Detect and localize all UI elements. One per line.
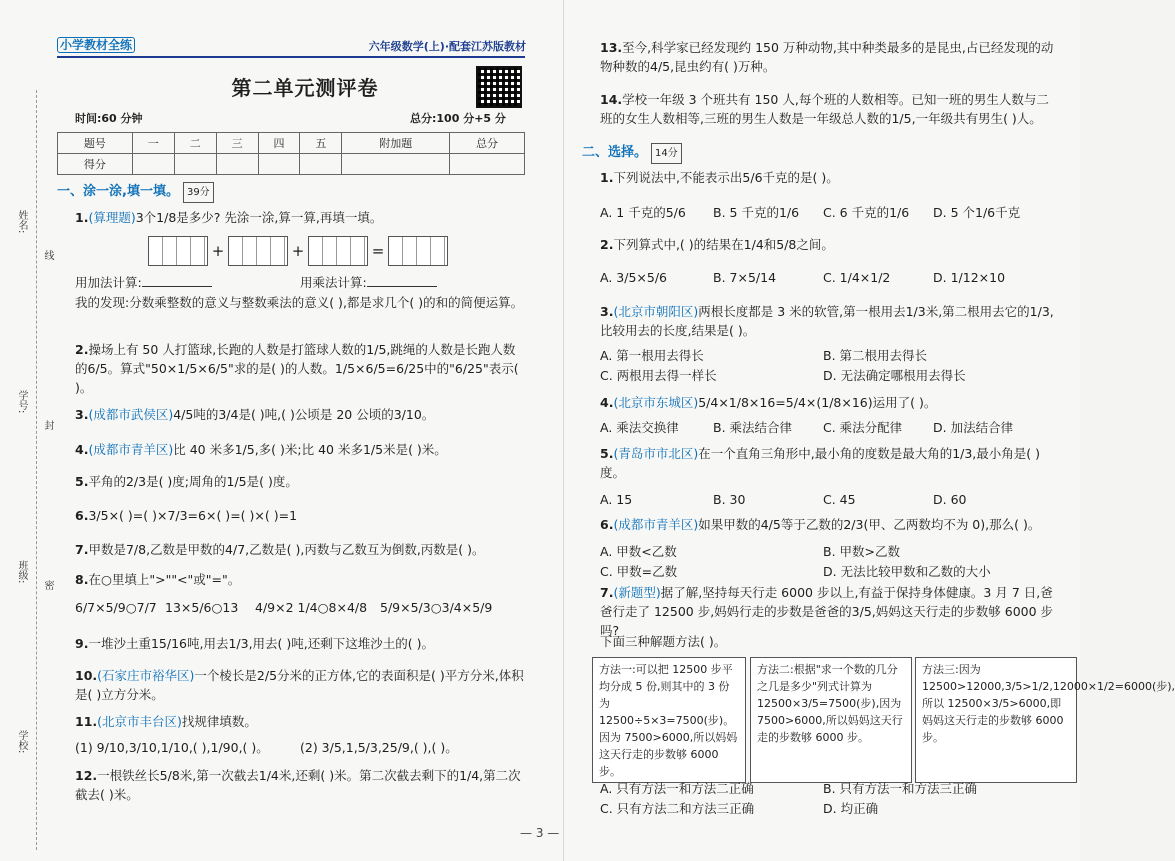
- table-cell: 题号: [58, 133, 133, 154]
- section-1-title: 一、涂一涂,填一填。 39分: [57, 182, 214, 203]
- question-4: 4.(成都市青羊区)比 40 米多1/5,多( )米;比 40 米多1/5米是( )米。: [75, 442, 447, 457]
- option[interactable]: B. 乘法结合律: [713, 420, 793, 435]
- binding-strip: [8, 90, 53, 850]
- header-rule: [57, 56, 525, 58]
- method-3-box: 方法三:因为 12500>12000,3/5>1/2,12000×1/2=6000(步),所以 12500×3/5>6000,即妈妈这天行走的步数够 6000 步。: [915, 657, 1077, 783]
- compare-item[interactable]: 4/9×2 1/4○8×4/8: [255, 600, 368, 615]
- score-cell[interactable]: [450, 154, 525, 175]
- cut-line: [36, 90, 37, 850]
- score-cell[interactable]: [342, 154, 450, 175]
- answer-blank[interactable]: [142, 286, 212, 287]
- option[interactable]: D. 无法比较甲数和乙数的大小: [823, 564, 991, 579]
- option[interactable]: B. 第二根用去得长: [823, 348, 928, 363]
- method-1-box: 方法一:可以把 12500 步平均分成 5 份,则其中的 3 份为 12500÷5×3=7500(步)。因为 7500>6000,所以妈妈这天行走的步数够 6000 步。: [592, 657, 746, 783]
- line-label: 线: [42, 250, 53, 260]
- option[interactable]: D. 均正确: [823, 801, 879, 816]
- option[interactable]: A. 乘法交换律: [600, 420, 679, 435]
- score-cell[interactable]: [258, 154, 300, 175]
- compare-item[interactable]: 5/9×5/3○3/4×5/9: [380, 600, 493, 615]
- add-calc-label: 用加法计算:: [75, 273, 212, 292]
- option[interactable]: C. 6 千克的1/6: [823, 205, 910, 220]
- option[interactable]: A. 1 千克的5/6: [600, 205, 686, 220]
- score-cell[interactable]: [132, 154, 174, 175]
- option[interactable]: C. 甲数=乙数: [600, 564, 678, 579]
- question-11: 11.(北京市丰台区)找规律填数。: [75, 714, 257, 729]
- table-cell: 得分: [58, 154, 133, 175]
- page-fold: [563, 0, 564, 861]
- option[interactable]: D. 加法结合律: [933, 420, 1014, 435]
- option[interactable]: A. 第一根用去得长: [600, 348, 704, 363]
- option[interactable]: B. 甲数>乙数: [823, 544, 900, 559]
- shading-bars[interactable]: + + =: [148, 236, 448, 266]
- option[interactable]: C. 乘法分配律: [823, 420, 903, 435]
- question-2: 2.操场上有 50 人打篮球,长跑的人数是打篮球人数的1/5,跳绳的人数是长跑人数的6/5。算式"50×1/5×6/5"求的是( )的人数。1/5×6/5=6/25中的"6/25"表示( )。: [75, 342, 519, 395]
- score-cell[interactable]: [216, 154, 258, 175]
- question-5: 5.平角的2/3是( )度;周角的1/5是( )度。: [75, 474, 298, 489]
- methods-question: 下面三种解题方法( )。: [600, 634, 727, 649]
- table-cell: 三: [216, 133, 258, 154]
- choice-3: 3.(北京市朝阳区)两根长度都是 3 米的软管,第一根用去1/3米,第二根用去它的1/3,比较用去的长度,结果是( )。: [600, 304, 1054, 338]
- choice-2: 2.下列算式中,( )的结果在1/4和5/8之间。: [600, 237, 834, 252]
- option[interactable]: D. 无法确定哪根用去得长: [823, 368, 966, 383]
- section-score-badge: 39分: [183, 182, 214, 203]
- option[interactable]: A. 甲数<乙数: [600, 544, 677, 559]
- name-label: 姓名:: [16, 210, 27, 234]
- method-2-box: 方法二:根据"求一个数的几分之几是多少"列式计算为 12500×3/5=7500(步),因为 7500>6000,所以妈妈这天行走的步数够 6000 步。: [750, 657, 912, 783]
- question-14: 14.学校一年级 3 个班共有 150 人,每个班的人数相等。已知一班的男生人数与二班的女生人数相等,三班的男生人数是一年级总人数的1/5,一年级共有男生( )人。: [600, 92, 1049, 126]
- pattern-b: (2) 3/5,1,5/3,25/9,( ),( )。: [300, 740, 458, 755]
- option[interactable]: B. 7×5/14: [713, 270, 777, 285]
- option[interactable]: B. 5 千克的1/6: [713, 205, 800, 220]
- compare-item[interactable]: 13×5/6○13: [165, 600, 239, 615]
- answer-blank[interactable]: [367, 286, 437, 287]
- option[interactable]: A. 3/5×5/6: [600, 270, 667, 285]
- page-number: — 3 —: [520, 826, 560, 840]
- question-13: 13.至今,科学家已经发现约 150 万种动物,其中种类最多的是昆虫,占已经发现的动物种数的4/5,昆虫约有( )万种。: [600, 40, 1054, 74]
- option[interactable]: C. 1/4×1/2: [823, 270, 891, 285]
- table-cell: 二: [174, 133, 216, 154]
- section-2-title: 二、选择。 14分: [582, 143, 682, 164]
- table-cell: 总分: [450, 133, 525, 154]
- question-1: 1.(算理题)3个1/8是多少? 先涂一涂,算一算,再填一填。: [75, 210, 383, 225]
- question-6: 6.3/5×( )=( )×7/3=6×( )=( )×( )=1: [75, 508, 298, 523]
- compare-item[interactable]: 6/7×5/9○7/7: [75, 600, 157, 615]
- choice-4: 4.(北京市东城区)5/4×1/8×16=5/4×(1/8×16)运用了( )。: [600, 395, 937, 410]
- choice-6: 6.(成都市青羊区)如果甲数的4/5等于乙数的2/3(甲、乙两数均不为 0),那么( )。: [600, 517, 1041, 532]
- option[interactable]: A. 只有方法一和方法二正确: [600, 781, 754, 796]
- option[interactable]: D. 5 个1/6千克: [933, 205, 1021, 220]
- question-12: 12.一根铁丝长5/8米,第一次截去1/4米,还剩( )米。第二次截去剩下的1/4,第二次截去( )米。: [75, 768, 521, 802]
- mul-calc-label: 用乘法计算:: [300, 273, 437, 292]
- score-table-header-row: [58, 133, 525, 154]
- question-8: 8.在○里填上">""<"或"="。: [75, 572, 241, 587]
- question-9: 9.一堆沙土重15/16吨,用去1/3,用去( )吨,还剩下这堆沙土的( )。: [75, 636, 434, 651]
- page-title: 第二单元测评卷: [231, 76, 379, 100]
- option[interactable]: B. 30: [713, 492, 746, 507]
- seal-label: 封: [42, 420, 53, 430]
- score-table-score-row: [58, 154, 525, 175]
- sealed-label: 密: [42, 580, 53, 590]
- total-score: 总分:100 分+5 分: [410, 112, 506, 125]
- class-label: 班级:: [16, 560, 27, 584]
- table-cell: 一: [132, 133, 174, 154]
- option[interactable]: C. 45: [823, 492, 856, 507]
- table-cell: 附加题: [342, 133, 450, 154]
- score-cell[interactable]: [174, 154, 216, 175]
- time-limit: 时间:60 分钟: [75, 112, 143, 125]
- section-score-badge: 14分: [651, 143, 682, 164]
- choice-1: 1.下列说法中,不能表示出5/6千克的是( )。: [600, 170, 839, 185]
- question-3: 3.(成都市武侯区)4/5吨的3/4是( )吨,( )公顷是 20 公顷的3/10。: [75, 407, 435, 422]
- pattern-a: (1) 9/10,3/10,1/10,( ),1/90,( )。: [75, 740, 269, 755]
- table-cell: 五: [300, 133, 342, 154]
- school-label: 学校:: [16, 730, 27, 754]
- option[interactable]: D. 60: [933, 492, 967, 507]
- student-id-label: 学号:: [16, 390, 27, 414]
- option[interactable]: B. 只有方法一和方法三正确: [823, 781, 978, 796]
- table-cell: 四: [258, 133, 300, 154]
- qr-code-icon[interactable]: [476, 66, 522, 108]
- brand-logo: 小学教材全练: [57, 36, 135, 53]
- option[interactable]: C. 只有方法二和方法三正确: [600, 801, 755, 816]
- option[interactable]: D. 1/12×10: [933, 270, 1006, 285]
- book-subtitle: 六年级数学(上)·配套江苏版教材: [368, 40, 526, 53]
- option[interactable]: A. 15: [600, 492, 633, 507]
- choice-5: 5.(青岛市市北区)在一个直角三角形中,最小角的度数是最大角的1/3,最小角是( )度。: [600, 446, 1041, 480]
- discovery-text: 我的发现:分数乘整数的意义与整数乘法的意义( ),都是求几个( )的和的简便运算。: [75, 295, 524, 310]
- question-7: 7.甲数是7/8,乙数是甲数的4/7,乙数是( ),丙数与乙数互为倒数,丙数是( )。: [75, 542, 485, 557]
- question-10: 10.(石家庄市裕华区)一个棱长是2/5分米的正方体,它的表面积是( )平方分米,体积是( )立方分米。: [75, 668, 524, 702]
- option[interactable]: C. 两根用去得一样长: [600, 368, 717, 383]
- choice-7: 7.(新题型)据了解,坚持每天行走 6000 步以上,有益于保持身体健康。3 月 7 日,爸爸行走了 12500 步,妈妈行走的步数是爸爸的3/5,妈妈这天行走的步数够 6000 步吗?: [600, 585, 1054, 638]
- score-table: [57, 132, 525, 175]
- score-cell[interactable]: [300, 154, 342, 175]
